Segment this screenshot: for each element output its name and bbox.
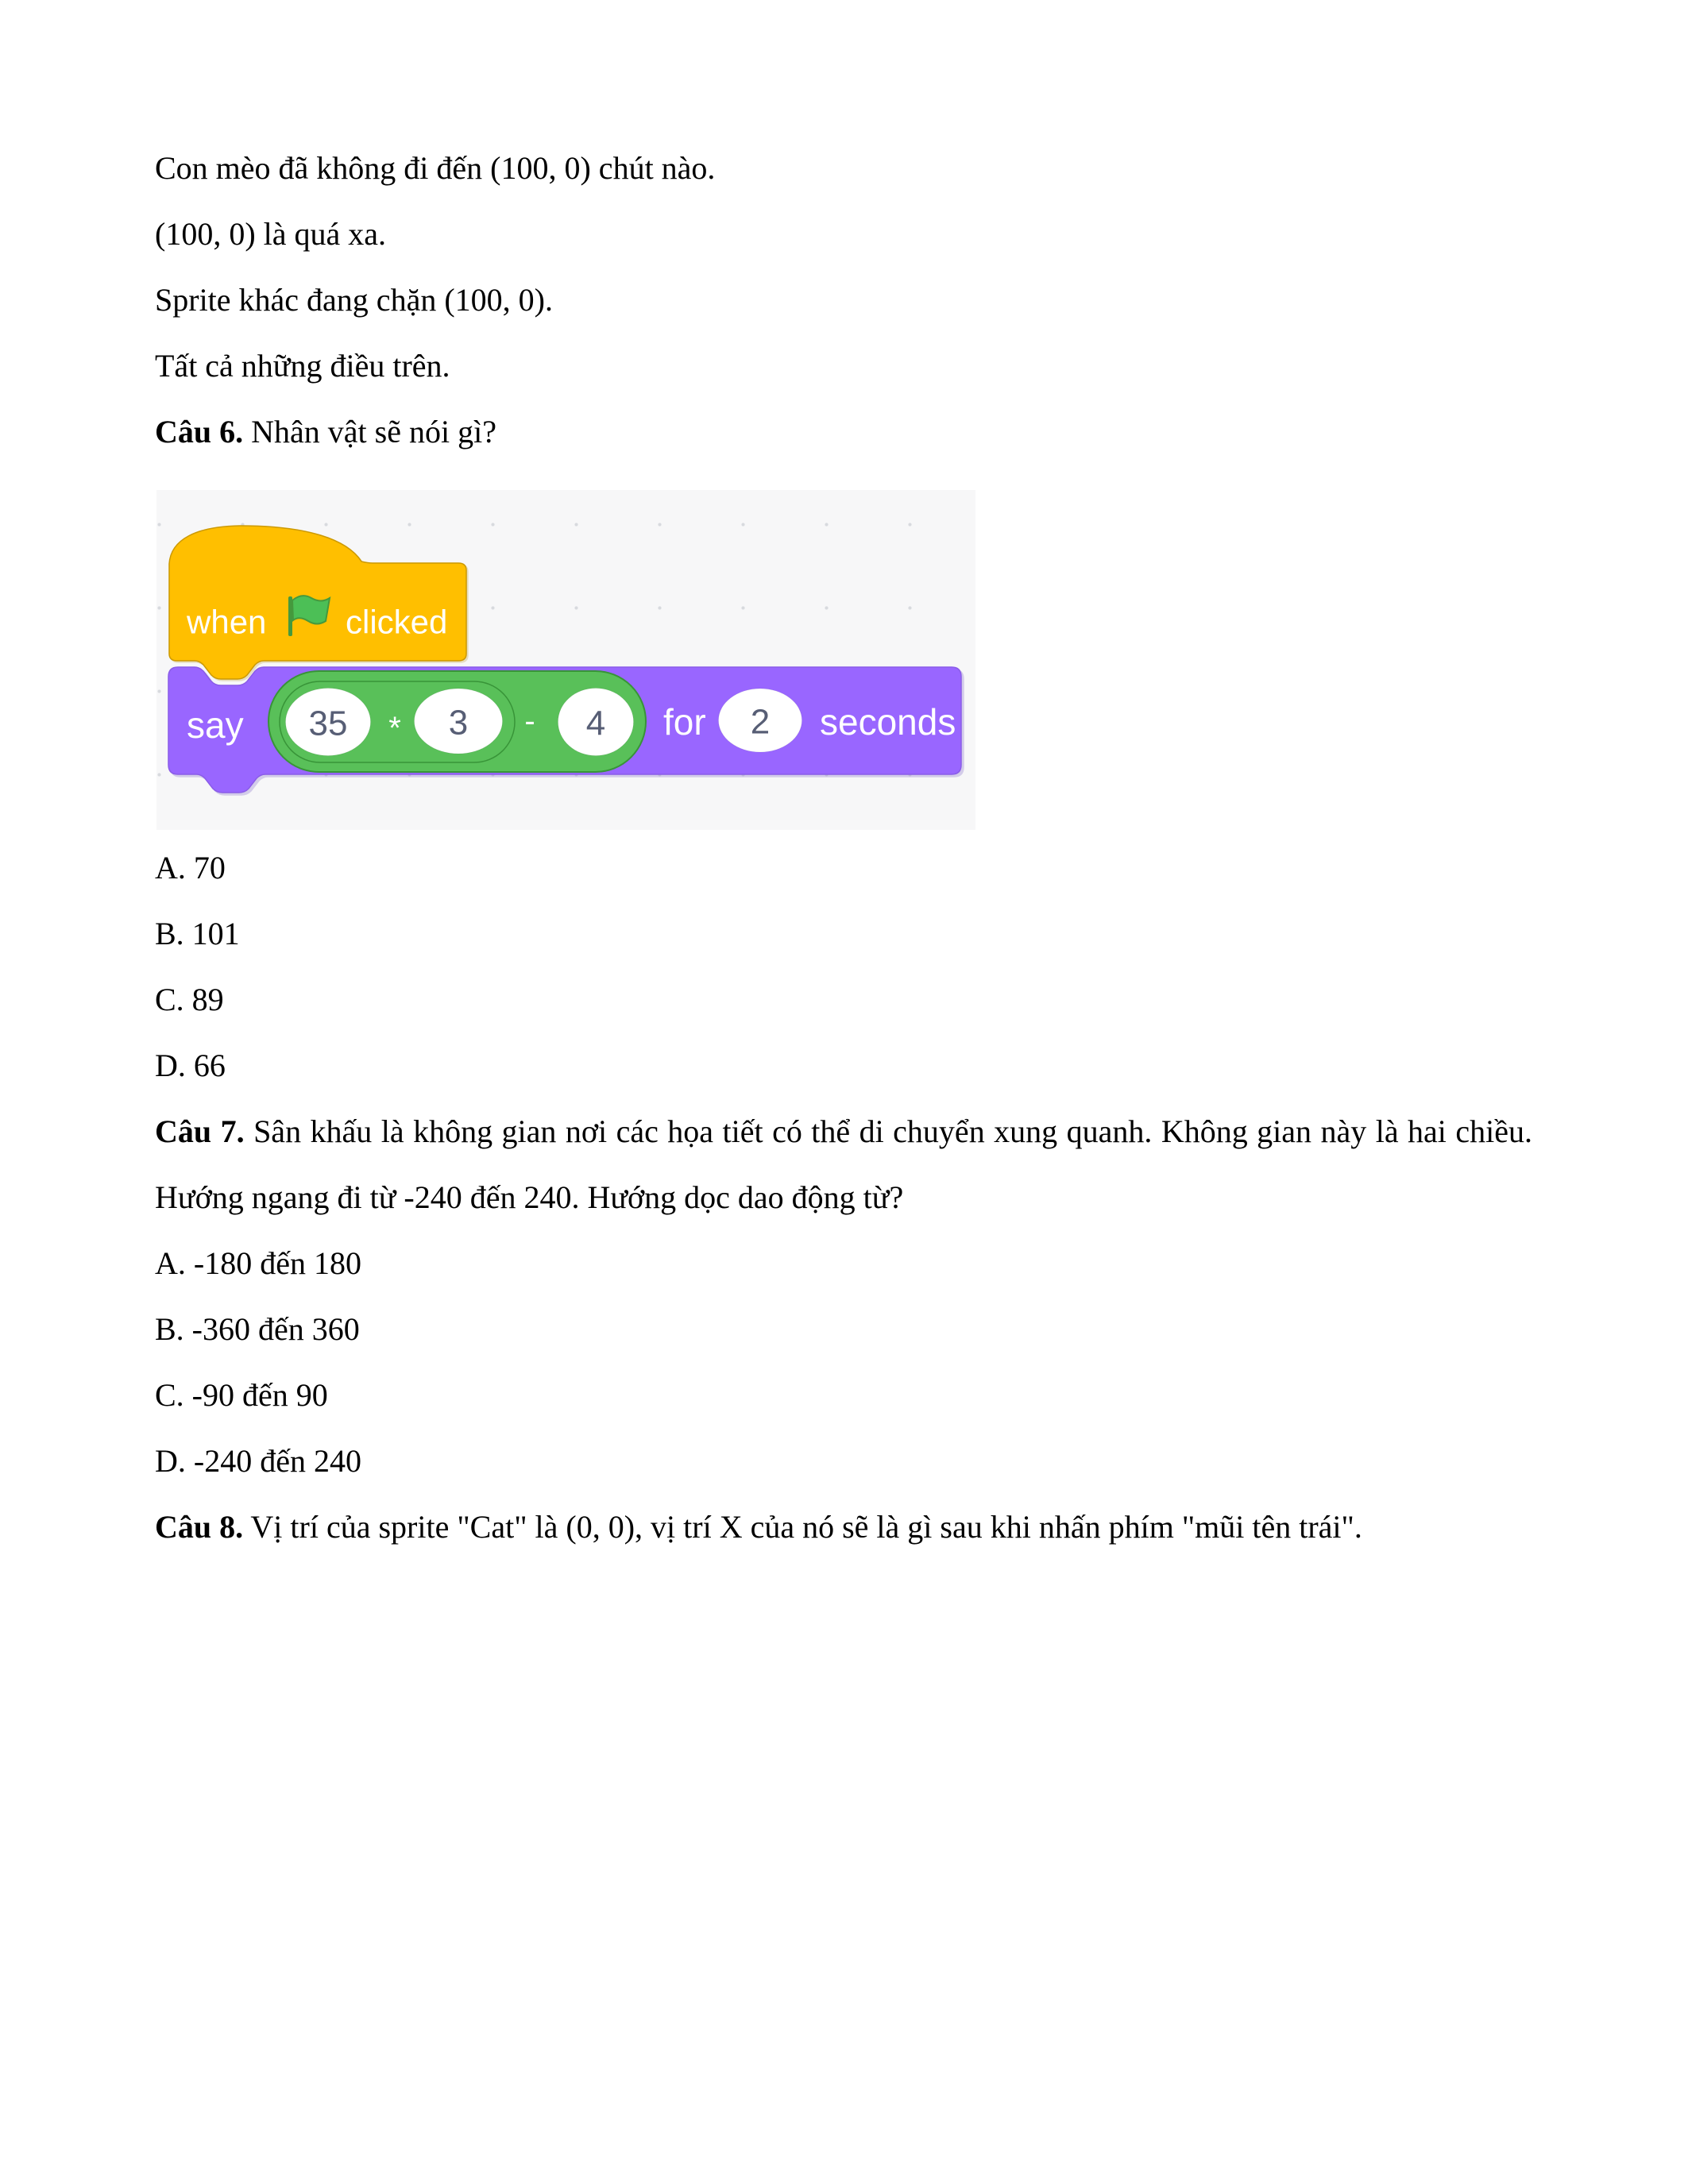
question6-label: Câu 6. <box>155 414 244 450</box>
question6-option-c: C. 89 <box>155 982 224 1017</box>
seconds-label: seconds <box>820 701 956 743</box>
question6-option-a: A. 70 <box>155 850 226 886</box>
operand1-value: 35 <box>308 704 348 743</box>
when-label: when <box>187 603 267 641</box>
question6-heading <box>155 399 1532 465</box>
question7-text: Sân khấu là không gian nơi các họa tiết có thể di chuyển xung quanh. Không gian này là hai chiều. Hướng ngang đi từ -240 đến 240. Hướng dọc dao động từ? <box>155 1113 1532 1215</box>
question8-label: Câu 8. <box>155 1509 244 1545</box>
question7-option-b: B. -360 đến 360 <box>155 1311 360 1347</box>
question6-option-b: B. 101 <box>155 916 240 951</box>
question7-label: Câu 7. <box>155 1113 245 1149</box>
question7-option-d: D. -240 đến 240 <box>155 1443 361 1479</box>
question6-option-d: D. 66 <box>155 1048 226 1083</box>
operand3-value: 4 <box>585 704 606 743</box>
multiply-symbol: * <box>388 711 401 746</box>
intro-line-4: Tất cả những điều trên. <box>155 348 450 384</box>
operand2-value: 3 <box>448 703 469 743</box>
intro-line-3: Sprite khác đang chặn (100, 0). <box>155 282 553 318</box>
intro-line-2: (100, 0) là quá xa. <box>155 216 387 252</box>
say-label: say <box>187 704 244 746</box>
question7-option-c: C. -90 đến 90 <box>155 1377 328 1413</box>
question7-option-a: A. -180 đến 180 <box>155 1245 361 1281</box>
question8-paragraph <box>155 1494 1532 1560</box>
question8-text: Vị trí của sprite "Cat" là (0, 0), vị trí X của nó sẽ là gì sau khi nhấn phím "mũi tên trái". <box>250 1509 1362 1545</box>
question7-paragraph <box>155 1098 1532 1230</box>
intro-line-1: Con mèo đã không đi đến (100, 0) chút nào. <box>155 150 716 186</box>
clicked-label: clicked <box>346 603 448 641</box>
scratch-blocks-screenshot <box>156 490 975 830</box>
question6-text: Nhân vật sẽ nói gì? <box>251 414 496 450</box>
for-label: for <box>663 701 706 743</box>
scratch-script-svg <box>156 490 975 830</box>
minus-symbol: - <box>524 704 535 739</box>
duration-value: 2 <box>750 702 771 742</box>
